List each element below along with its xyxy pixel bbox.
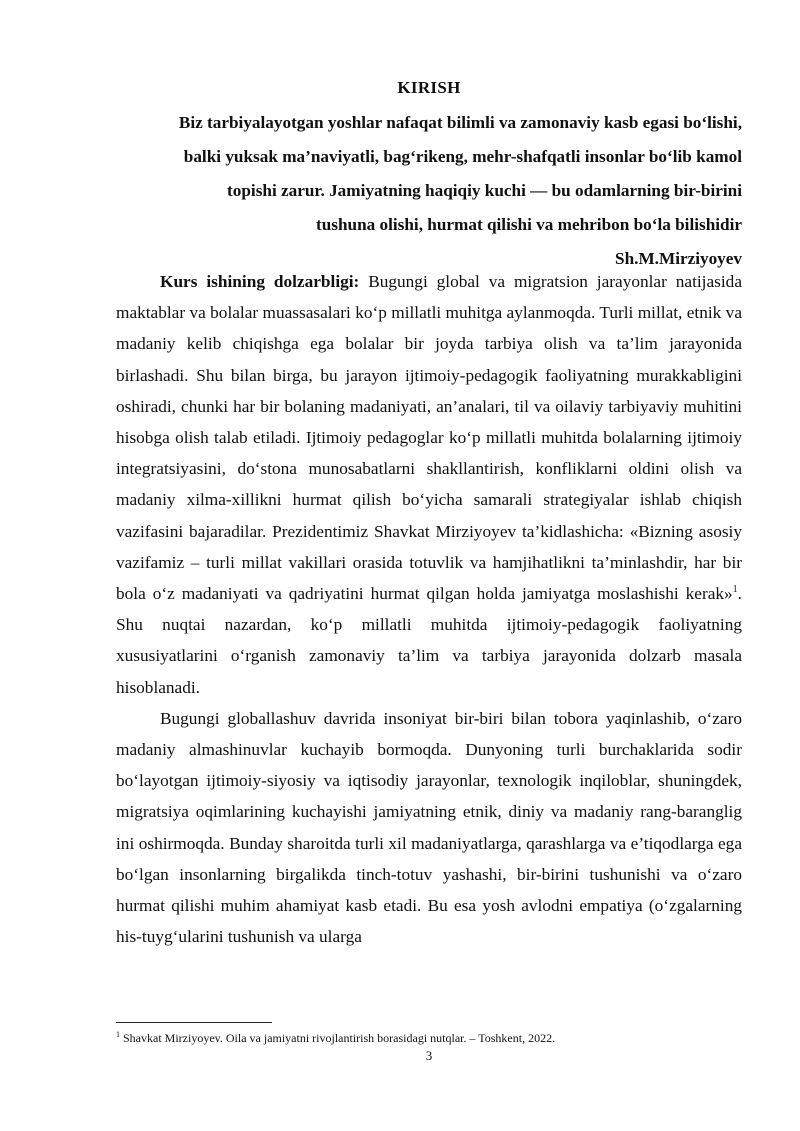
paragraph-text: . Shu nuqtai nazardan, ko‘p millatli muhitda ijtimoiy-pedagogik faoliyatning xususiyatlarini o‘rganish zamonaviy ta’lim va tarbiya jarayonida dolzarb masala hisoblanadi. [116,584,742,697]
paragraph-relevance [116,266,742,703]
epigraph-line: balki yuksak ma’naviyatli, bag‘rikeng, mehr-shafqatli insonlar bo‘lib kamol [183,147,742,166]
paragraph-text: Bugungi global va migratsion jarayonlar natijasida maktablar va bolalar muassasalari ko‘p millatli muhitga aylanmoqda. Turli millat, etnik va madaniy kelib chiqishga ega bolalar bir joyda tarbiya olish va ta’lim jarayonida birlashadi. Shu bilan birga, bu jarayon ijtimoiy-pedagogik faoliyatning murakkabligini oshiradi, chunki har bir bolaning madaniyati, an’analari, til va oilaviy tarbiyaviy muhitini hisobga olish talab etiladi. Ijtimoiy pedagoglar ko‘p millatli muhitda bolalarning ijtimoiy integratsiyasini, do‘stona munosabatlarni shakllantirish, konfliklarni oldini olish va madaniy xilma-xillikni hurmat qilish bo‘yicha samarali strategiyalar ishlab chiqish vazifasini bajaradilar. Prezidentimiz Shavkat Mirziyoyev ta’kidlashicha: «Bizning asosiy vazifamiz – turli millat vakillari orasida totuvlik va hamjihatlikni ta’minlashdir, har bir bola o‘z madaniyati va qadriyatini hurmat qilgan holda jamiyatga moslashishi kerak» [116,272,742,604]
page-number: 3 [425,1048,433,1063]
epigraph-line: Biz tarbiyalayotgan yoshlar nafaqat bilimli va zamonaviy kasb egasi bo‘lishi, [178,113,742,132]
page-title: KIRISH [397,78,461,97]
paragraph-globalization: Bugungi globallashuv davrida insoniyat bir-biri bilan tobora yaqinlashib, o‘zaro madaniy almashinuvlar kuchayib bormoqda. Dunyoning turli burchaklarida sodir bo‘layotgan ijtimoiy-siyosiy va iqtisodiy jarayonlar, texnologik inqiloblar, shuningdek, migratsiya oqimlarining kuchayishi jamiyatning etnik, diniy va madaniy rang-baranglig ini oshirmoqda. Bunday sharoitda turli xil madaniyatlarga, qarashlarga va e’tiqodlarga ega bo‘lgan insonlarning birgalikda tinch-totuv yashashi, bir-birini tushunishi va o‘zaro hurmat qilishi muhim ahamiyat kasb etadi. Bu esa yosh avlodni empatiya (o‘zgalarning his-tuyg‘ularini tushunish va ularga [116,708,742,947]
epigraph [102,106,742,276]
footnote [116,1030,742,1046]
footnote-mark: 1 [116,1030,120,1039]
footnote-text: Shavkat Mirziyoyev. Oila va jamiyatni rivojlantirish borasidagi nutqlar. – Toshkent, 2022. [120,1031,556,1045]
body-text [116,266,742,952]
footnote-separator [116,1022,272,1023]
footnote-reference[interactable]: 1 [732,584,738,596]
paragraph-lead: Kurs ishining dolzarbligi: [160,272,360,291]
epigraph-author: Sh.M.Mirziyoyev [615,249,742,268]
epigraph-line: tushuna olishi, hurmat qilishi va mehribon bo‘la bilishidir [316,215,742,234]
epigraph-line: topishi zarur. Jamiyatning haqiqiy kuchi — bu odamlarning bir-birini [227,181,742,200]
